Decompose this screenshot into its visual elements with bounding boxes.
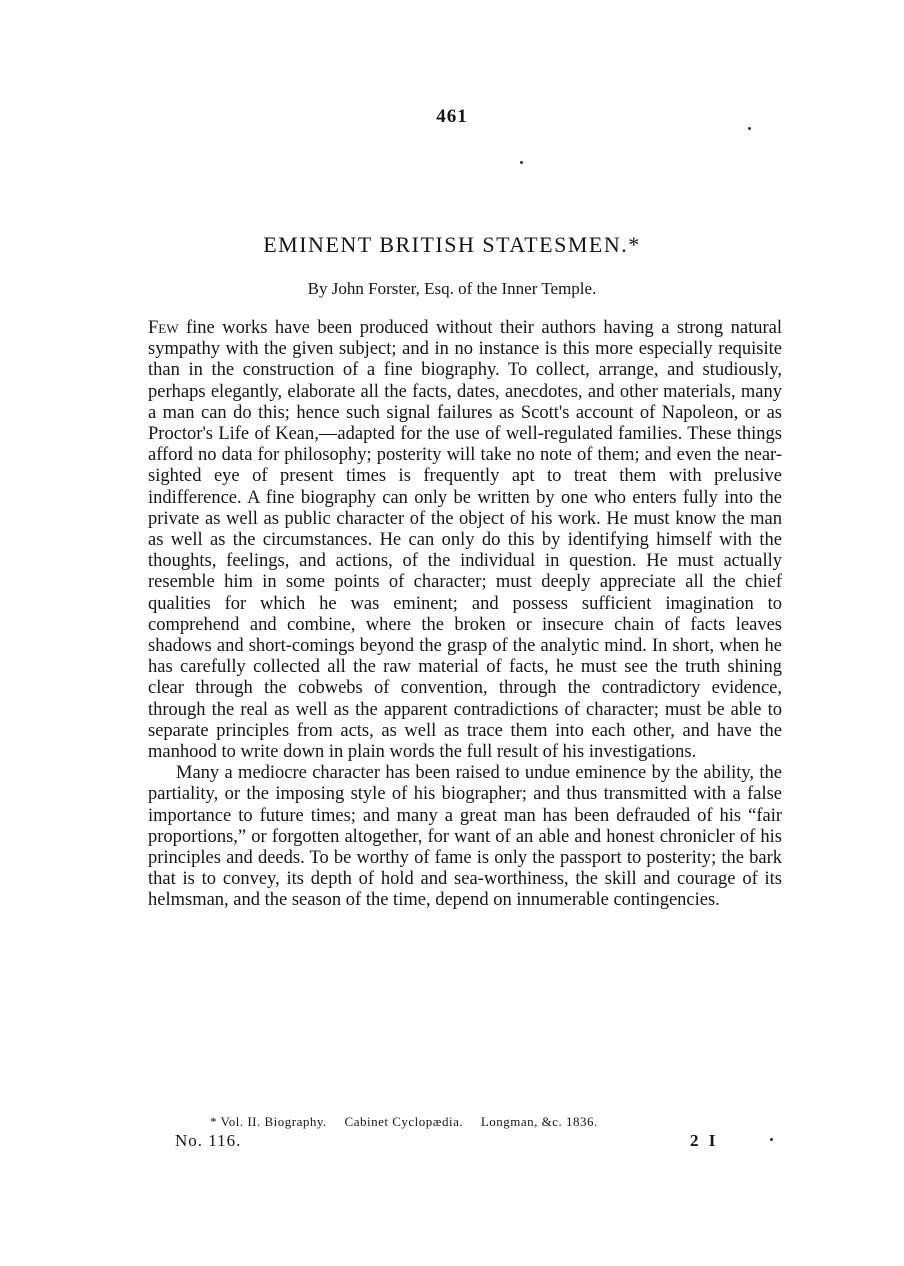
article-byline: By John Forster, Esq. of the Inner Temple. <box>307 279 597 298</box>
footnote-series: Cabinet Cyclopædia. <box>344 1114 464 1129</box>
article-title: EMINENT BRITISH STATESMEN.* <box>263 232 641 257</box>
footnote-reference: * Vol. II. Biography. <box>210 1114 327 1129</box>
paragraph-2: Many a mediocre character has been raised to undue eminence by the ability, the partiality, or the imposing style of his biographer; and thus transmitted with a false importance to future times; and many a great man has been defrauded of his “fair proportions,” or forgotten altogether, for want of an able and honest chronicler of his principles and deeds. To be worthy of fame is only the passport to posterity; the bark that is to convey, its depth of hold and sea-worthiness, the skill and courage of its helmsman, and the season of the time, depend on innumerable contingencies. <box>148 763 782 911</box>
footnote <box>210 1114 770 1130</box>
opening-word: Few <box>148 318 179 338</box>
paragraph-1-text: fine works have been produced without their authors having a strong natural sympathy with the given subject; and in no instance is this more especially requisite than in the construction of a fine biography. To collect, arrange, and studiously, perhaps elegantly, elaborate all the facts, dates, anecdotes, and other materials, many a man can do this; hence such signal failures as Scott's account of Napoleon, or as Proctor's Life of Kean,—adapted for the use of well-regulated families. These things afford no data for philosophy; posterity will take no note of them; and even the near-sighted eye of present times is frequently apt to treat them with prelusive indifference. A fine biography can only be written by one who enters fully into the private as well as public character of the object of his work. He must know the man as well as the circumstances. He can only do this by identifying himself with the thoughts, feelings, and actions, of the individual in question. He must actually resemble him in some points of character; must deeply appreciate all the chief qualities for which he was eminent; and possess sufficient imagination to comprehend and combine, where the broken or insecure chain of facts leaves shadows and short-comings beyond the grasp of the analytic mind. In short, when he has carefully collected all the raw material of facts, he must see the truth shining clear through the cobwebs of convention, through the contradictory evidence, through the real as well as the apparent contradictions of character; must be able to separate principles from acts, as well as trace them into each other, and have the manhood to write down in plain words the full result of his investigations. <box>148 318 782 763</box>
footnote-publisher: Longman, &c. 1836. <box>480 1114 598 1129</box>
ink-speck <box>520 161 523 164</box>
article-body <box>148 318 782 912</box>
page-number: 461 <box>436 106 468 127</box>
issue-number: No. 116. <box>175 1131 242 1150</box>
paragraph-1 <box>148 318 782 763</box>
signature-mark: 2 I <box>690 1131 719 1150</box>
ink-speck <box>770 1138 773 1141</box>
ink-speck <box>748 127 751 130</box>
